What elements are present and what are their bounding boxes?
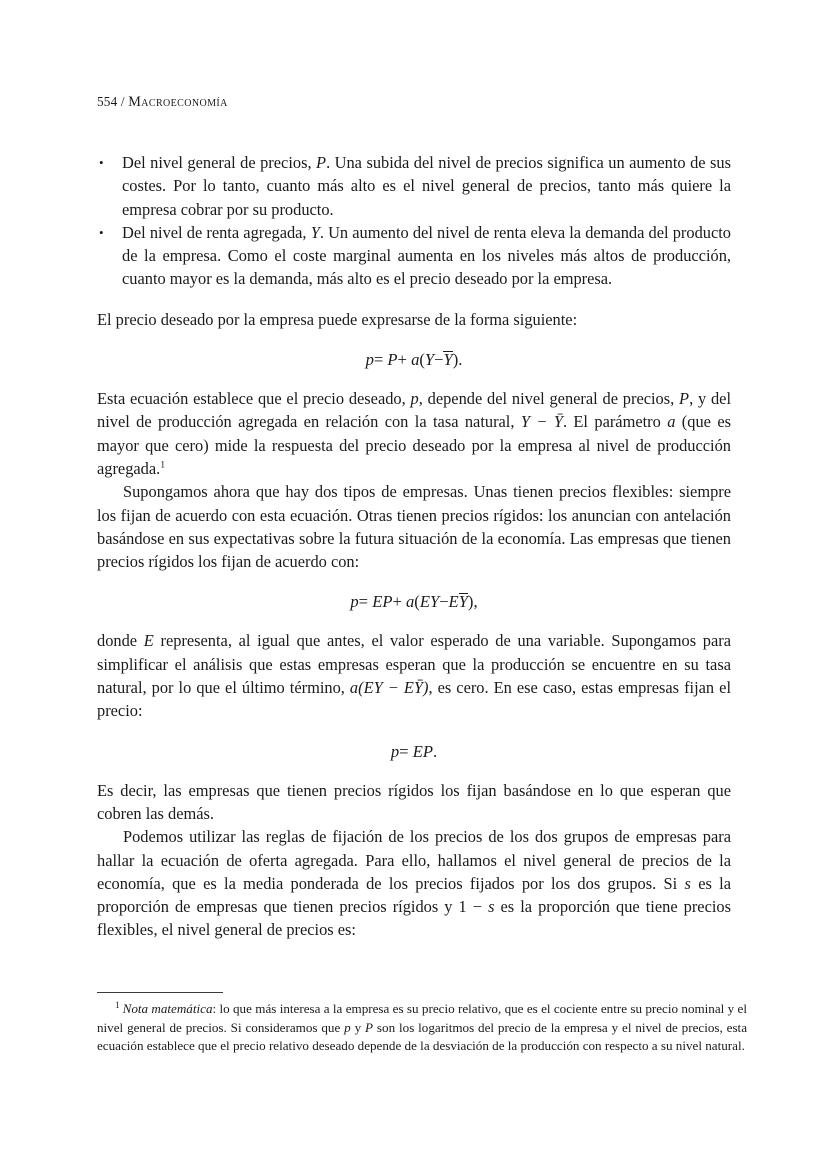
math-expr-output-gap: Y − Ȳ	[520, 412, 563, 432]
eq1-period: .	[458, 350, 463, 370]
equation-sticky-simple	[97, 740, 731, 763]
paragraph-two-firm-types: Supongamos ahora que hay dos tipos de empresas. Unas tienen precios flexibles: siempre los fijan de acuerdo con esta ecuación. Otras tienen precios rígidos: los anuncian con antelación basándose en sus expectativas sobre la futura situación de la economía. Las empresas que tienen precios rígidos los fijan de acuerdo con:	[97, 482, 731, 572]
text-seg: Podemos utilizar las reglas de fijación de los precios de los dos grupos de empresas para hallar la ecuación de oferta agregada. Para ello, hallamos el nivel general de precios de la economía, que es la media ponderada de los precios fijados por los dos grupos. Si	[97, 827, 731, 893]
math-symbol-Y: Y	[310, 222, 320, 242]
bullet-marker-icon: •	[99, 155, 104, 170]
eq2-expected-output: EY	[419, 592, 440, 612]
text-seg: representa, al igual que antes, el valor esperado de una variable. Supongamos para simplificar el análisis que estas empresas esperan que la producción se encuentre en su tasa natural, por lo que el último término,	[97, 631, 731, 698]
text-seg: y	[350, 1019, 366, 1035]
bullet-marker-icon: •	[99, 224, 104, 240]
math-symbol-p: p	[410, 389, 419, 409]
eq2-coefficient: a	[405, 592, 415, 612]
eq1-output: Y	[424, 350, 435, 370]
paragraph-after-equation-1	[97, 387, 731, 480]
running-head-separator: /	[120, 94, 125, 109]
paragraph-after-equation-3: Es decir, las empresas que tienen precios rígidos los fijan basándose en lo que esperan que cobren las demás.	[97, 780, 731, 823]
text-seg: : lo que más interesa a la empresa es su precio relativo, que es el cociente entre su precio nominal y el nivel general de precios. Si consideramos que	[97, 1001, 747, 1035]
text-seg: . El parámetro	[562, 412, 668, 432]
eq1-natural-output: Y	[443, 350, 453, 370]
eq2-plus: +	[392, 592, 402, 612]
footnote-block	[97, 992, 747, 1056]
eq3-lhs: p	[390, 741, 400, 761]
paragraph-aggregate-supply-weights	[97, 825, 731, 941]
bullet-text-lead: Del nivel de renta agregada,	[122, 222, 311, 242]
math-symbol-P: P	[316, 153, 327, 172]
bullet-list	[97, 151, 731, 291]
eq1-minus: −	[434, 350, 444, 370]
eq1-lhs: p	[365, 350, 374, 370]
footnote-number: 1	[115, 999, 120, 1010]
eq1-close-paren: )	[452, 350, 459, 370]
eq3-equals: =	[399, 741, 409, 761]
equation-desired-price	[97, 348, 731, 371]
math-symbol-P: P	[679, 389, 690, 409]
text-seg: es la proporción de empresas que tienen precios rígidos y 1 −	[97, 873, 731, 917]
eq1-equals: =	[373, 350, 384, 370]
text-seg: , y del nivel de producción agregada en relación con la tasa natural,	[97, 389, 732, 432]
eq1-coefficient: a	[411, 350, 420, 370]
bullet-text-rest: . Un aumento del nivel de renta eleva la demanda del producto de la empresa. Como el coste marginal aumenta en los niveles más altos de producción, cuanto mayor es la demanda, más alto es el precio deseado por la empresa.	[122, 222, 731, 289]
math-symbol-p: p	[344, 1019, 351, 1035]
eq2-comma: ,	[473, 592, 478, 612]
eq2-natural-output: Y	[458, 592, 468, 612]
paragraph-after-equation-2	[97, 629, 731, 722]
math-symbol-a: a	[667, 412, 676, 432]
text-seg: son los logaritmos del precio de la empresa y el nivel de precios, esta ecuación establece que el precio relativo deseado depende de la desviación de la producción con respecto a su nivel natural.	[97, 1019, 748, 1054]
math-symbol-s: s	[488, 897, 495, 917]
running-head	[97, 94, 731, 111]
equation-sticky-price	[97, 590, 731, 613]
eq2-expectation-operator: E	[448, 592, 459, 612]
footnote-label: Nota matemática	[122, 1001, 213, 1016]
eq2-equals: =	[358, 592, 369, 612]
list-item	[97, 151, 731, 221]
footnote-rule	[97, 992, 223, 993]
math-symbol-s: s	[684, 873, 691, 893]
eq3-period: .	[432, 741, 438, 761]
paragraph-intro-equation: El precio deseado por la empresa puede expresarse de la forma siguiente:	[97, 309, 578, 329]
eq2-expected-price-level: EP	[372, 592, 393, 612]
book-title: Macroeconomía	[128, 94, 228, 110]
eq1-open-paren: (	[419, 350, 425, 370]
eq1-plus: +	[397, 350, 407, 370]
page-folio: 554	[97, 94, 118, 109]
list-item	[97, 221, 731, 291]
text-seg: donde	[97, 631, 144, 651]
footnote-text	[97, 1000, 747, 1056]
page-content	[97, 94, 731, 942]
eq2-open-paren: (	[414, 592, 420, 612]
math-symbol-E: E	[143, 631, 154, 651]
footnote-reference[interactable]: 1	[160, 459, 166, 471]
text-seg: , es cero. En ese caso, estas empresas fijan el precio:	[97, 678, 732, 721]
eq3-expected-price-level: EP	[412, 741, 433, 761]
eq2-close-paren: )	[467, 592, 474, 612]
text-seg: Esta ecuación establece que el precio deseado,	[97, 389, 411, 409]
eq2-minus: −	[439, 592, 449, 612]
text-seg: (que es mayor que cero) mide la respuesta del precio deseado por la empresa al nivel de producción agregada.	[97, 412, 731, 478]
math-expr-expected-gap: a(EY − EȲ)	[349, 678, 429, 698]
text-seg: es la proporción que tiene precios flexibles, el nivel general de precios es:	[97, 897, 731, 940]
text-seg: , depende del nivel general de precios,	[418, 389, 680, 409]
bullet-text-lead: Del nivel general de precios,	[122, 153, 317, 172]
eq1-price-level: P	[387, 350, 398, 370]
eq2-lhs: p	[350, 592, 359, 612]
bullet-text-rest: . Una subida del nivel de precios significa un aumento de sus costes. Por lo tanto, cuanto más alto es el nivel general de precios, tanto más quiere la empresa cobrar por su producto.	[122, 153, 731, 219]
math-symbol-P: P	[365, 1019, 374, 1035]
